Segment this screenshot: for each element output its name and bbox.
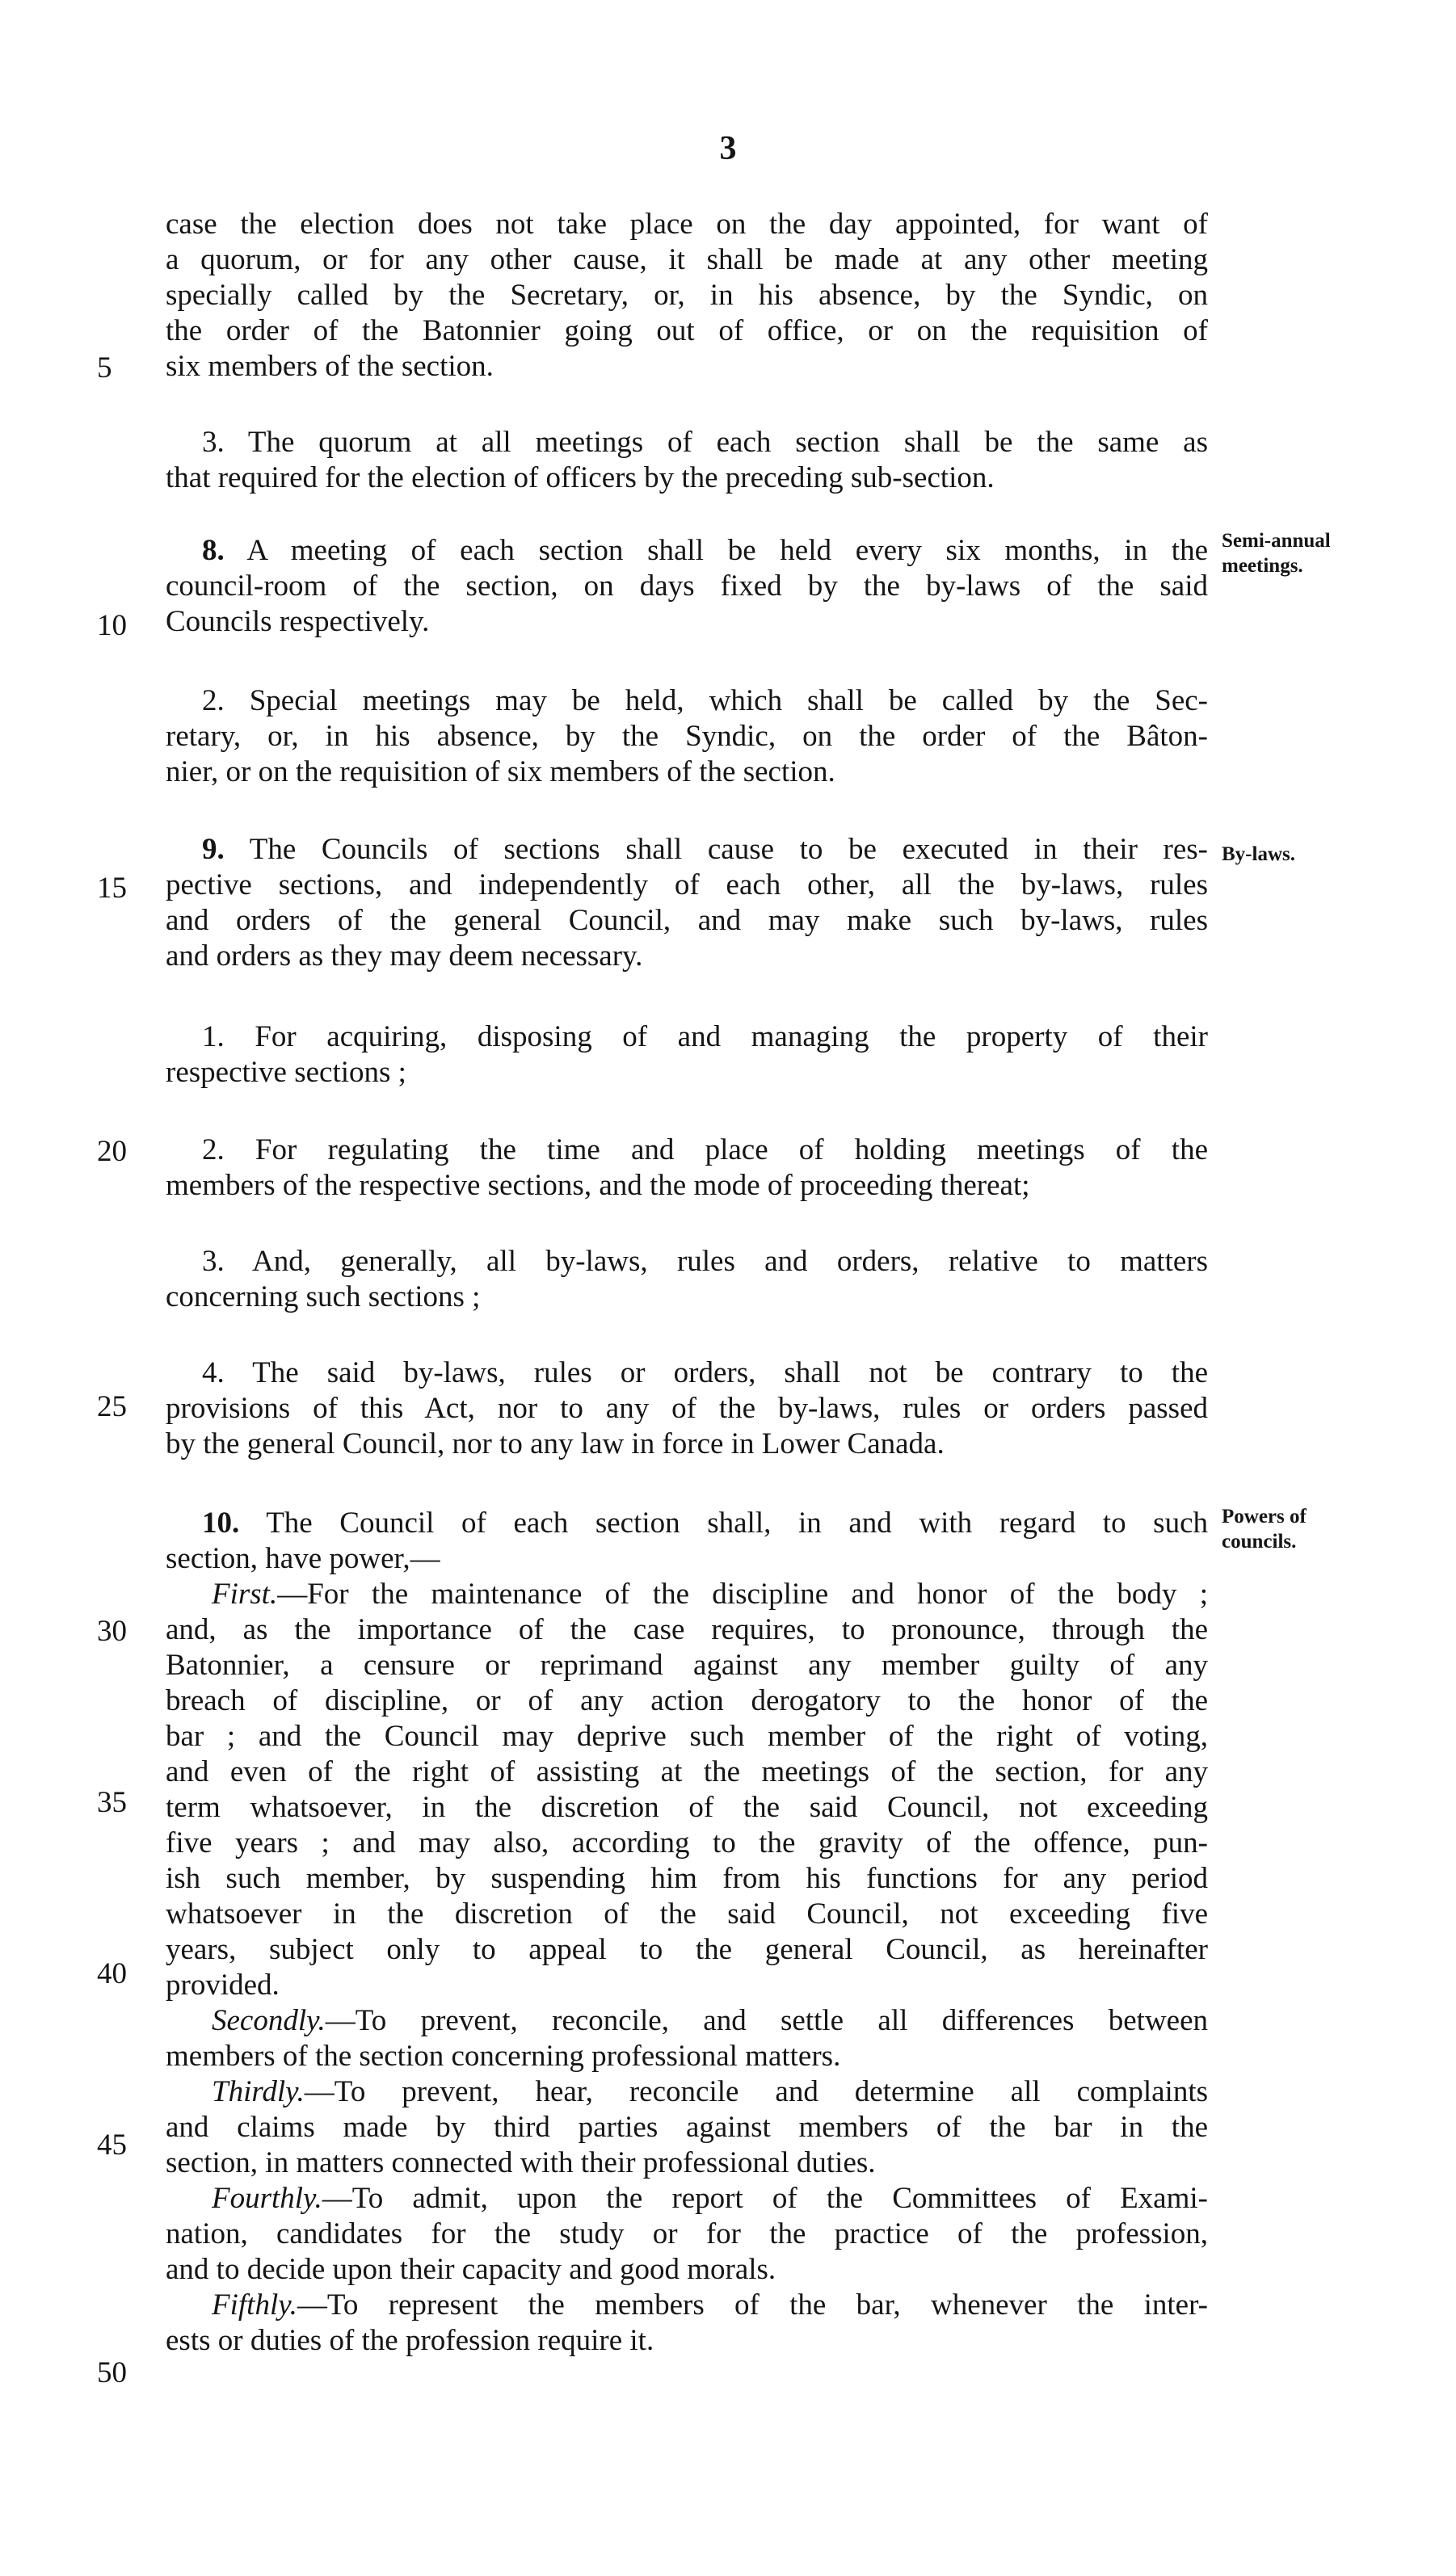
text-line: and claims made by third parties against members of the bar in the [166, 2111, 1208, 2144]
text-span: —To prevent, hear, reconcile and determine all complaints [304, 2075, 1208, 2108]
text-line: nation, candidates for the study or for the practice of the profession, [166, 2217, 1208, 2250]
text-line [202, 533, 1208, 569]
text-line: six members of the section. [166, 350, 494, 383]
text-line: specially called by the Secretary, or, in his absence, by the Syndic, on [166, 279, 1208, 312]
text-line: a quorum, or for any other cause, it shall be made at any other meeting [166, 243, 1208, 276]
side-note-powers [1222, 1504, 1307, 1554]
text-line: Councils respectively. [166, 605, 430, 638]
side-note-line: Powers of [1222, 1506, 1307, 1528]
line-number: 15 [97, 872, 127, 905]
text-line [212, 2003, 1208, 2039]
side-note-semi-annual [1222, 528, 1331, 578]
text-line: retary, or, in his absence, by the Syndic, on the order of the Bâton- [166, 720, 1208, 753]
text-span: —For the maintenance of the discipline and honor of the body ; [277, 1578, 1208, 1611]
text-line [212, 2288, 1208, 2323]
text-line: concerning such sections ; [166, 1280, 481, 1313]
text-line [202, 832, 1208, 868]
text-line: by the general Council, nor to any law in force in Lower Canada. [166, 1427, 945, 1460]
line-number: 20 [97, 1135, 127, 1168]
text-line: section, have power,— [166, 1542, 440, 1575]
side-note-line: By-laws. [1222, 843, 1295, 865]
line-number: 10 [97, 609, 127, 642]
text-span: The Councils of sections shall cause to be executed in their res- [249, 833, 1208, 866]
text-span: —To admit, upon the report of the Committees of Exami- [322, 2182, 1208, 2215]
text-span: The Council of each section shall, in and with regard to such [266, 1507, 1208, 1540]
text-line: and even of the right of assisting at the meetings of the section, for any [166, 1755, 1208, 1788]
text-line: members of the respective sections, and the mode of proceeding thereat; [166, 1169, 1030, 1202]
text-line: ests or duties of the profession require it. [166, 2324, 654, 2357]
text-line: members of the section concerning professional matters. [166, 2040, 841, 2073]
clause-label: Fourthly. [212, 2182, 322, 2215]
text-line: breach of discipline, or of any action derogatory to the honor of the [166, 1684, 1208, 1717]
text-line: five years ; and may also, according to the gravity of the offence, pun- [166, 1826, 1208, 1860]
text-line: ish such member, by suspending him from his functions for any period [166, 1862, 1208, 1895]
clause-label: Secondly. [212, 2004, 326, 2037]
text-line [212, 2074, 1208, 2110]
side-note-line: councils. [1222, 1531, 1297, 1553]
section-number: 9. [202, 833, 225, 866]
text-line: bar ; and the Council may deprive such member of the right of voting, [166, 1720, 1208, 1753]
text-line: 3. The quorum at all meetings of each section shall be the same as [202, 426, 1208, 459]
text-line: 3. And, generally, all by-laws, rules and orders, relative to matters [202, 1245, 1208, 1278]
clause-label: First. [212, 1578, 278, 1611]
text-line: that required for the election of officers by the preceding sub-section. [166, 461, 995, 494]
text-line: council-room of the section, on days fixed by the by-laws of the said [166, 569, 1208, 603]
section-number: 8. [202, 534, 225, 567]
text-span: —To represent the members of the bar, whenever the inter- [297, 2288, 1208, 2322]
text-line: and to decide upon their capacity and good morals. [166, 2253, 776, 2286]
text-line: respective sections ; [166, 1056, 406, 1089]
line-number: 40 [97, 1957, 127, 1990]
line-number: 45 [97, 2128, 127, 2162]
line-number: 30 [97, 1615, 127, 1648]
text-span: A meeting of each section shall be held every six months, in the [246, 534, 1208, 567]
clause-label: Fifthly. [212, 2288, 297, 2322]
line-number: 50 [97, 2356, 127, 2389]
text-line: term whatsoever, in the discretion of the said Council, not exceeding [166, 1791, 1208, 1824]
text-line: section, in matters connected with their professional duties. [166, 2146, 876, 2179]
text-line: and orders as they may deem necessary. [166, 939, 643, 973]
side-note-bylaws [1222, 842, 1295, 867]
text-span: —To prevent, reconcile, and settle all differences between [325, 2004, 1208, 2037]
side-note-line: Semi-annual [1222, 530, 1331, 552]
text-line: and, as the importance of the case requires, to pronounce, through the [166, 1613, 1208, 1646]
text-line: case the election does not take place on the day appointed, for want of [166, 208, 1208, 241]
text-line: 1. For acquiring, disposing of and managing the property of their [202, 1020, 1208, 1053]
text-line: provisions of this Act, nor to any of the by-laws, rules or orders passed [166, 1392, 1208, 1425]
text-line [202, 1506, 1208, 1541]
side-note-line: meetings. [1222, 555, 1303, 577]
text-line: 2. Special meetings may be held, which shall be called by the Sec- [202, 684, 1208, 717]
text-line: nier, or on the requisition of six members of the section. [166, 755, 835, 788]
text-line [212, 1577, 1208, 1612]
text-line: the order of the Batonnier going out of office, or on the requisition of [166, 314, 1208, 347]
text-line: pective sections, and independently of each other, all the by-laws, rules [166, 868, 1208, 901]
text-line: and orders of the general Council, and may make such by-laws, rules [166, 904, 1208, 937]
line-number: 5 [97, 351, 112, 385]
line-number: 25 [97, 1390, 127, 1423]
text-line: provided. [166, 1969, 280, 2002]
section-number: 10. [202, 1507, 240, 1540]
clause-label: Thirdly. [212, 2075, 305, 2108]
text-line: 2. For regulating the time and place of holding meetings of the [202, 1133, 1208, 1166]
text-line: Batonnier, a censure or reprimand against any member guilty of any [166, 1649, 1208, 1682]
text-line: whatsoever in the discretion of the said Council, not exceeding five [166, 1897, 1208, 1931]
page-number: 3 [719, 130, 737, 167]
line-number: 35 [97, 1786, 127, 1819]
text-line: 4. The said by-laws, rules or orders, shall not be contrary to the [202, 1356, 1208, 1389]
text-line [212, 2181, 1208, 2217]
text-line: years, subject only to appeal to the general Council, as hereinafter [166, 1933, 1208, 1966]
